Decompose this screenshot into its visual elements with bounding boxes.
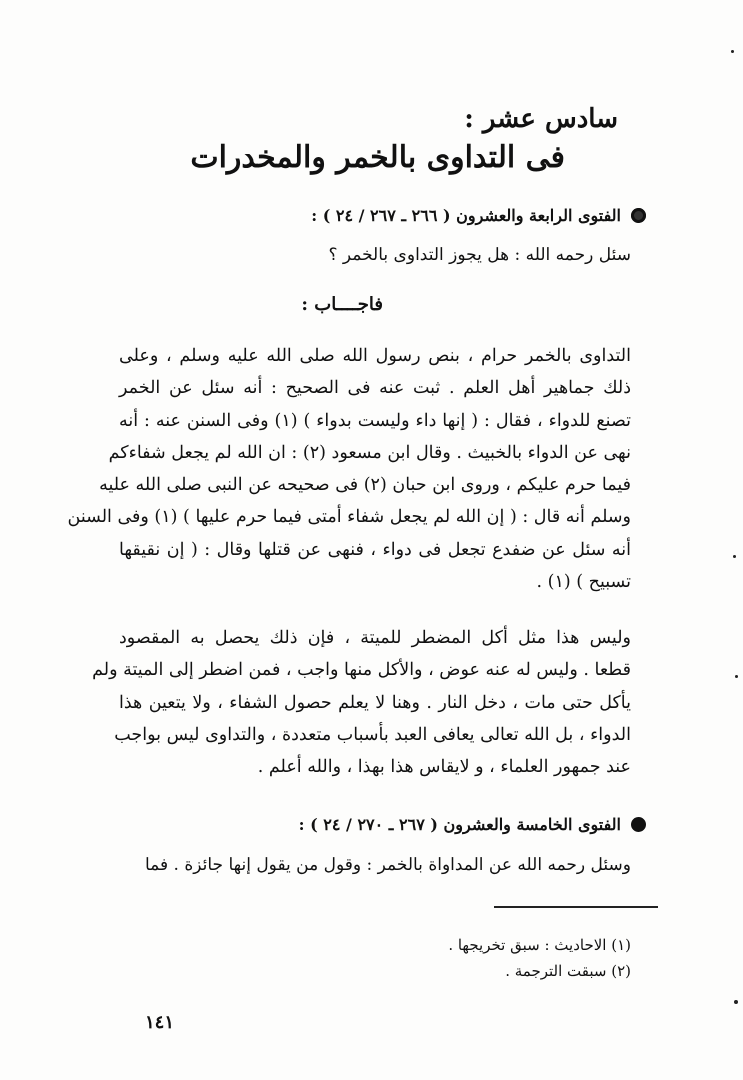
answer-paragraph-1 <box>67 340 631 598</box>
bullet-icon <box>631 208 646 223</box>
scan-speck <box>731 50 734 53</box>
answer-line: تصنع للدواء ، فقال : ( إنها داء وليست بدواء ) (١) وفى السنن عنه : أنه <box>119 410 631 431</box>
fatwa-heading-25 <box>299 815 646 834</box>
answer-line: أنه سئل عن ضفدع تجعل فى دواء ، فنهى عن قتلها وقال : ( إن نقيقها <box>119 539 631 560</box>
fatwa-heading-24 <box>311 206 646 225</box>
answer-line: ذلك جماهير أهل العلم . ثبت عنه فى الصحيح : أنه سئل عن الخمر <box>119 378 631 399</box>
fatwa-25-question: وسئل رحمه الله عن المداواة بالخمر : وقول من يقول إنها جائزة . فما <box>144 855 631 875</box>
bullet-icon <box>631 817 646 832</box>
answer-line: نهى عن الدواء بالخبيث . وقال ابن مسعود (٢) : ان الله لم يجعل شفاءكم <box>108 442 631 463</box>
answer-line: وسلم أنه قال : ( إن الله لم يجعل شفاء أمتى فيما حرم عليها ) (١) وفى السنن <box>67 507 631 528</box>
fatwa-24-question: سئل رحمه الله : هل يجوز التداوى بالخمر ؟ <box>328 245 631 265</box>
footnote-item: (١) الاحاديث : سبق تخريجها . <box>448 936 631 954</box>
answer-line: قطعا . وليس له عنه عوض ، والأكل منها واجب ، فمن اضطر إلى الميتة ولم <box>92 660 631 681</box>
section-title: فى التداوى بالخمر والمخدرات <box>190 140 565 175</box>
footnotes <box>448 932 631 984</box>
answer-line: الدواء ، بل الله تعالى يعافى العبد بأسباب متعددة ، والتداوى ليس بواجب <box>114 724 631 745</box>
answer-line: التداوى بالخمر حرام ، بنص رسول الله صلى الله عليه وسلم ، وعلى <box>119 346 631 366</box>
page-number: ١٤١ <box>145 1012 175 1033</box>
answer-paragraph-2 <box>92 622 631 783</box>
answer-label: فاجــــاب : <box>301 294 383 315</box>
scan-speck <box>735 675 738 678</box>
scan-speck <box>734 1000 738 1004</box>
answer-line: وليس هذا مثل أكل المضطر للميتة ، فإن ذلك يحصل به المقصود <box>119 628 631 648</box>
fatwa-heading-24-text: الفتوى الرابعة والعشرون ( ٢٦٦ ـ ٢٦٧ / ٢٤ ) : <box>311 206 621 225</box>
section-label: سادس عشر : <box>464 104 618 134</box>
fatwa-heading-25-text: الفتوى الخامسة والعشرون ( ٢٦٧ ـ ٢٧٠ / ٢٤ ) : <box>298 815 621 834</box>
footnote-item: (٢) سبقت الترجمة . <box>505 962 631 980</box>
scan-speck <box>733 555 736 558</box>
footnote-divider <box>494 906 658 908</box>
answer-line: يأكل حتى مات ، دخل النار . وهنا لا يعلم حصول الشفاء ، ولا يتعين هذا <box>119 692 631 713</box>
answer-line: فيما حرم عليكم ، وروى ابن حبان (٢) فى صحيحه عن النبى صلى الله عليه <box>99 475 631 496</box>
answer-line: عند جمهور العلماء ، و لايقاس هذا بهذا ، والله أعلم . <box>257 757 631 778</box>
answer-line: تسبيح ) (١) . <box>536 572 631 593</box>
